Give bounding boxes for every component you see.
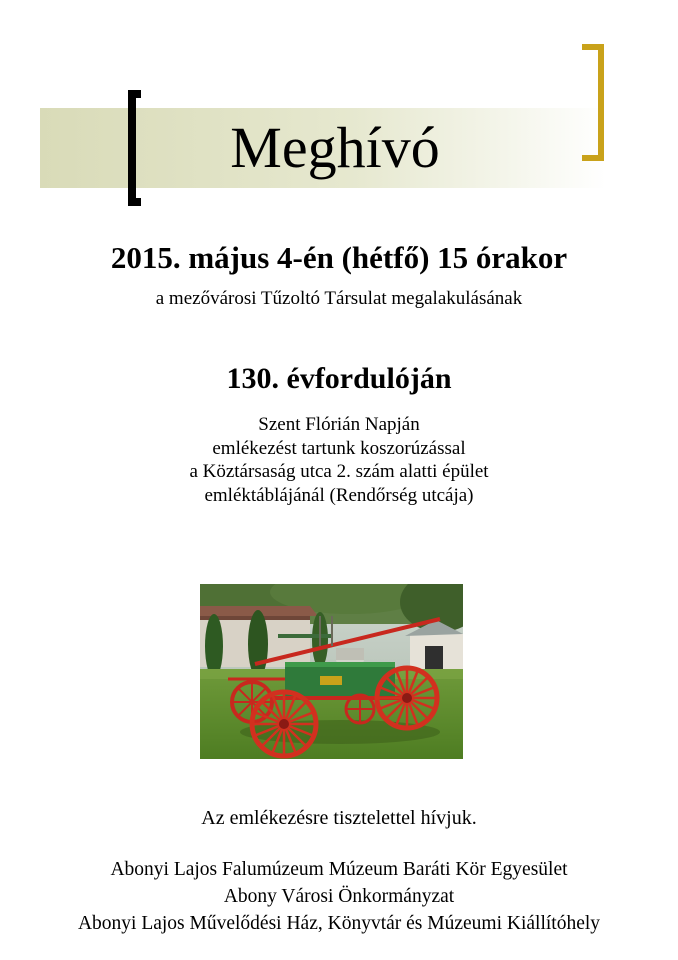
organizers-list bbox=[0, 856, 678, 937]
right-bracket-decoration bbox=[582, 44, 604, 161]
organizer-line: Abony Városi Önkormányzat bbox=[223, 886, 455, 907]
organizer-line: Abonyi Lajos Falumúzeum Múzeum Baráti Kör Egyesület bbox=[110, 859, 568, 880]
left-bracket-decoration bbox=[128, 90, 141, 206]
fire-pump-cart-photo bbox=[200, 584, 463, 759]
event-details bbox=[0, 413, 678, 507]
organizer-line: Abonyi Lajos Művelődési Ház, Könyvtár és Múzeumi Kiállítóhely bbox=[77, 913, 601, 934]
event-date-time: 2015. május 4-én (hétfő) 15 órakor bbox=[110, 240, 568, 275]
event-detail-line: emléktáblájánál (Rendőrség utcája) bbox=[204, 484, 474, 506]
closing-invitation: Az emlékezésre tisztelettel hívjuk. bbox=[201, 807, 477, 829]
antique-fire-pump-cart-icon bbox=[200, 584, 463, 759]
event-detail-line: a Köztársaság utca 2. szám alatti épület bbox=[189, 461, 489, 482]
anniversary-heading: 130. évfordulóján bbox=[226, 362, 452, 395]
event-subtitle: a mezővárosi Tűzoltó Társulat megalakulásának bbox=[155, 288, 523, 309]
event-detail-line: emlékezést tartunk koszorúzással bbox=[212, 437, 466, 459]
event-detail-line: Szent Flórián Napján bbox=[258, 414, 420, 435]
page-title: Meghívó bbox=[230, 115, 440, 180]
